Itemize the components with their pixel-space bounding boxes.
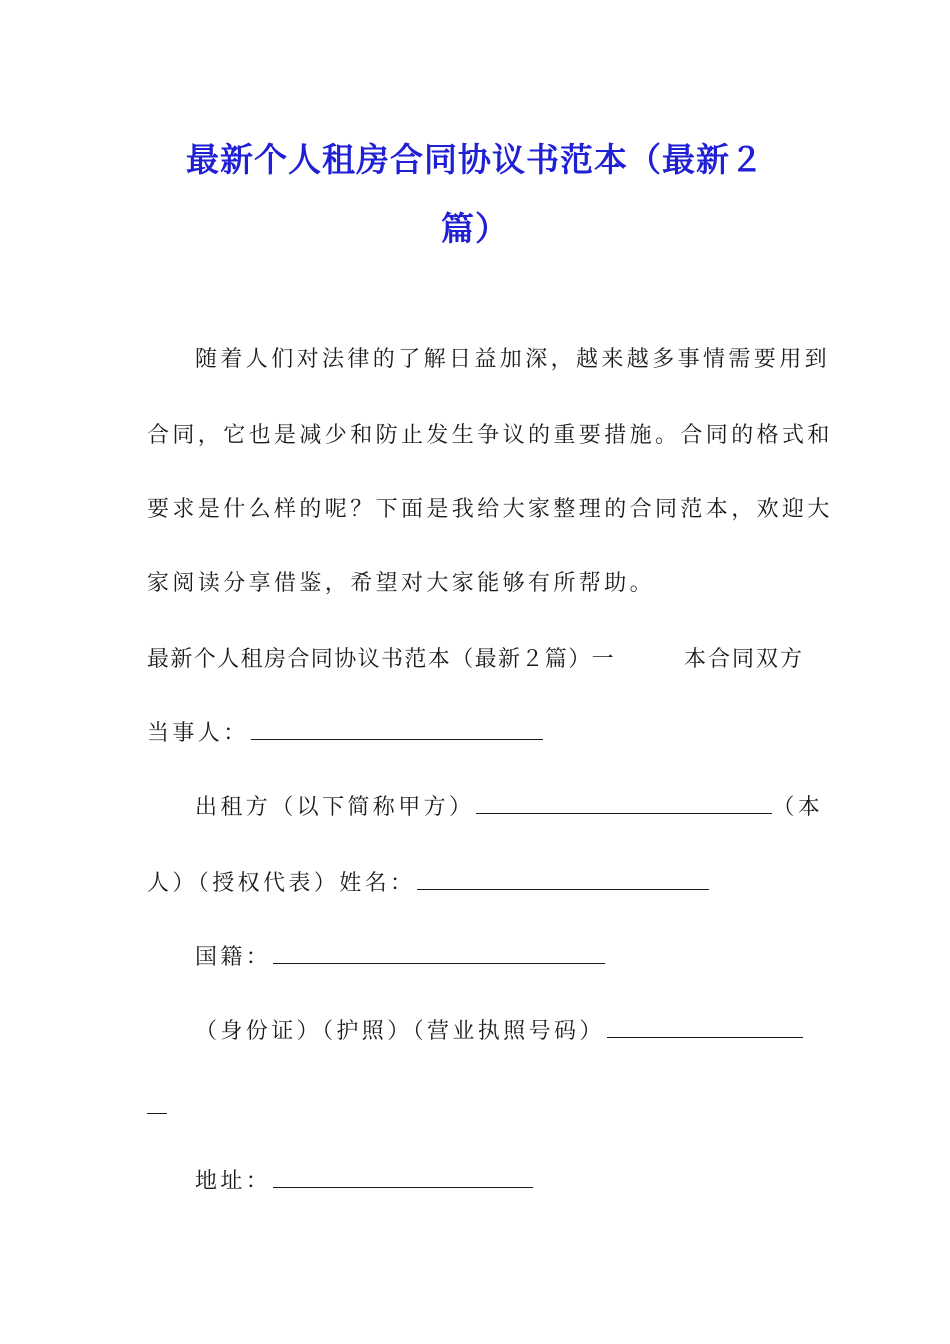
intro-line-3: 要求是什么样的呢？下面是我给大家整理的合同范本，欢迎大 [147, 497, 833, 522]
parties-row [147, 719, 543, 749]
intro-line-4: 家阅读分享借鉴，希望对大家能够有所帮助。 [147, 571, 656, 596]
intro-line-2: 合同，它也是减少和防止发生争议的重要措施。合同的格式和 [147, 423, 833, 448]
name-label: 人）（授权代表）姓名： [147, 871, 416, 896]
parties-label: 当事人： [147, 721, 249, 746]
document-title-line-2: 篇） [441, 209, 509, 248]
address-row [195, 1167, 533, 1197]
id-label: （身份证）（护照）（营业执照号码） [195, 1019, 605, 1044]
name-row [147, 869, 709, 899]
id-row [195, 1017, 803, 1047]
lessor-row [195, 793, 823, 823]
id-blank-line[interactable] [607, 1017, 803, 1038]
section-heading-tail: 本合同双方 [684, 647, 805, 672]
nationality-row [195, 943, 605, 973]
lessor-label: 出租方（以下简称甲方） [195, 795, 475, 820]
id-row-continuation [147, 1093, 167, 1123]
name-blank-line[interactable] [417, 869, 709, 890]
address-label: 地址： [195, 1169, 272, 1194]
parties-blank-line[interactable] [251, 719, 543, 740]
lessor-tail: （本 [772, 795, 824, 820]
id-blank-line-continued[interactable] [147, 1093, 167, 1114]
nationality-label: 国籍： [195, 945, 272, 970]
address-blank-line[interactable] [273, 1167, 533, 1188]
section-heading: 最新个人租房合同协议书范本（最新２篇）一 [147, 647, 616, 672]
intro-line-1: 随着人们对法律的了解日益加深，越来越多事情需要用到 [195, 347, 831, 372]
lessor-blank-line[interactable] [476, 793, 772, 814]
document-title-line-1: 最新个人租房合同协议书范本（最新２ [186, 140, 764, 179]
nationality-blank-line[interactable] [273, 943, 605, 964]
